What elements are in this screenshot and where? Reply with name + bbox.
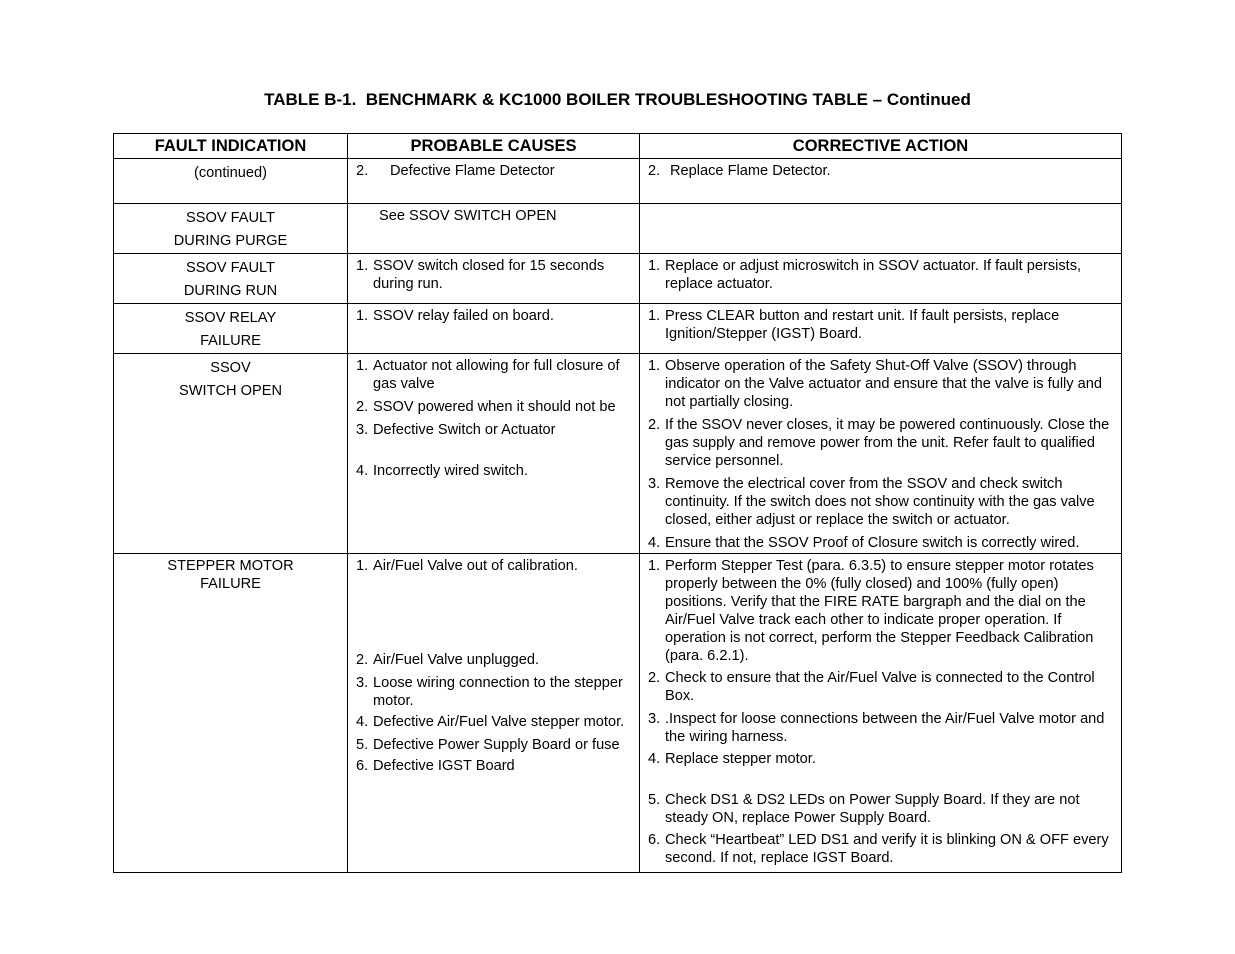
action-item xyxy=(648,162,1121,180)
fault-indication-cell xyxy=(114,554,348,873)
table-row xyxy=(114,554,1122,873)
cause-text: Incorrectly wired switch. xyxy=(373,463,528,479)
cause-number: 3. xyxy=(356,675,369,691)
cause-text: Defective IGST Board xyxy=(373,758,515,774)
cause-item xyxy=(356,307,639,325)
cause-number: 2. xyxy=(356,399,369,415)
table-header-row xyxy=(114,134,1122,159)
table-title: TABLE B-1. BENCHMARK & KC1000 BOILER TROUBLESHOOTING TABLE – Continued xyxy=(264,90,971,109)
table-row xyxy=(114,254,1122,304)
fault-indication-cell xyxy=(114,159,348,204)
cause-item xyxy=(356,462,639,480)
cause-text: SSOV powered when it should not be xyxy=(373,399,616,415)
action-text: Perform Stepper Test (para. 6.3.5) to ensure stepper motor rotates properly between the 0% (fully closed) and 100% (fully open) positions. Verify that the FIRE RATE bargraph and the dial on the Air/Fuel Valve track each other to indicate proper operation. If operation is not correct, perform the Stepper Feedback Calibration (para. 6.2.1). xyxy=(665,558,1094,664)
cause-number: 2. xyxy=(356,163,369,179)
header-corrective-action: CORRECTIVE ACTION xyxy=(640,134,1122,159)
cause-number: 3. xyxy=(356,422,369,438)
cause-item xyxy=(356,651,639,669)
table-row xyxy=(114,159,1122,204)
corrective-action-cell xyxy=(640,304,1122,354)
cause-item xyxy=(356,421,639,439)
action-number: 2. xyxy=(648,417,661,433)
corrective-action-cell xyxy=(640,159,1122,204)
action-number: 2. xyxy=(648,163,661,179)
table-row xyxy=(114,304,1122,354)
action-item xyxy=(648,791,1121,827)
action-number: 4. xyxy=(648,751,661,767)
action-item xyxy=(648,750,1121,768)
cause-number: 4. xyxy=(356,463,369,479)
cause-item xyxy=(356,357,639,393)
cause-text: Defective Power Supply Board or fuse xyxy=(373,737,620,753)
fault-line: (continued) xyxy=(193,165,267,181)
cause-item xyxy=(379,207,639,225)
fault-line: DURING PURGE xyxy=(173,233,288,249)
cause-number: 1. xyxy=(356,558,369,574)
table-row xyxy=(114,354,1122,554)
action-item xyxy=(648,257,1121,293)
action-text: Check DS1 & DS2 LEDs on Power Supply Board. If they are not steady ON, replace Power Supply Board. xyxy=(665,792,1080,826)
action-item xyxy=(648,357,1121,411)
action-text: Remove the electrical cover from the SSOV and check switch continuity. If the switch does not show continuity with the gas valve closed, either adjust or replace the switch or actuator. xyxy=(665,476,1095,528)
action-number: 2. xyxy=(648,670,661,686)
fault-line: DURING RUN xyxy=(183,283,278,299)
action-text: Press CLEAR button and restart unit. If fault persists, replace Ignition/Stepper (IGST) Board. xyxy=(665,308,1060,342)
action-item xyxy=(648,831,1121,867)
action-number: 5. xyxy=(648,792,661,808)
troubleshooting-table xyxy=(113,133,1122,873)
cause-text: Defective Flame Detector xyxy=(390,163,555,179)
action-number: 4. xyxy=(648,535,661,551)
cause-item xyxy=(356,757,639,775)
cause-text: Air/Fuel Valve out of calibration. xyxy=(373,558,578,574)
corrective-action-cell xyxy=(640,254,1122,304)
cause-text: Actuator not allowing for full closure of gas valve xyxy=(373,358,620,392)
cause-text: Loose wiring connection to the stepper motor. xyxy=(373,675,623,709)
action-text: Replace or adjust microswitch in SSOV actuator. If fault persists, replace actuator. xyxy=(665,258,1082,292)
cause-number: 1. xyxy=(356,308,369,324)
fault-line: FAILURE xyxy=(200,333,261,349)
action-item xyxy=(648,416,1121,470)
action-number: 1. xyxy=(648,558,661,574)
action-number: 3. xyxy=(648,711,661,727)
cause-item xyxy=(356,674,639,710)
cause-item xyxy=(356,736,639,754)
action-text: Observe operation of the Safety Shut-Off Valve (SSOV) through indicator on the Valve actuator and ensure that the valve is fully and not partially closing. xyxy=(665,358,1102,410)
cause-item xyxy=(356,713,639,731)
cause-text: See SSOV SWITCH OPEN xyxy=(379,208,557,224)
action-text: Ensure that the SSOV Proof of Closure switch is correctly wired. xyxy=(665,535,1080,551)
probable-causes-cell xyxy=(348,354,640,554)
corrective-action-cell xyxy=(640,354,1122,554)
header-fault-indication: FAULT INDICATION xyxy=(114,134,348,159)
action-item xyxy=(648,669,1121,705)
probable-causes-cell xyxy=(348,554,640,873)
cause-text: Air/Fuel Valve unplugged. xyxy=(373,652,540,668)
action-text: If the SSOV never closes, it may be powered continuously. Close the gas supply and remove power from the unit. Refer fault to qualified service personnel. xyxy=(665,417,1110,469)
action-number: 1. xyxy=(648,358,661,374)
cause-number: 6. xyxy=(356,758,369,774)
fault-line: SWITCH OPEN xyxy=(179,383,282,399)
action-item xyxy=(648,475,1121,529)
action-item xyxy=(648,307,1121,343)
action-number: 6. xyxy=(648,832,661,848)
cause-number: 5. xyxy=(356,737,369,753)
cause-number: 1. xyxy=(356,258,369,274)
cause-number: 1. xyxy=(356,358,369,374)
action-text: Replace Flame Detector. xyxy=(670,163,831,179)
action-item xyxy=(648,557,1121,665)
header-probable-causes: PROBABLE CAUSES xyxy=(348,134,640,159)
fault-indication-cell xyxy=(114,354,348,554)
fault-line: SSOV FAULT xyxy=(186,210,275,226)
action-number: 3. xyxy=(648,476,661,492)
probable-causes-cell xyxy=(348,159,640,204)
table-body xyxy=(114,159,1122,873)
cause-number: 4. xyxy=(356,714,369,730)
corrective-action-cell xyxy=(640,554,1122,873)
cause-text: SSOV switch closed for 15 seconds during run. xyxy=(373,258,605,292)
action-item xyxy=(648,710,1121,746)
fault-indication-cell xyxy=(114,254,348,304)
fault-line: SSOV FAULT xyxy=(186,260,275,276)
fault-line: STEPPER MOTOR xyxy=(167,558,294,574)
cause-text: Defective Switch or Actuator xyxy=(373,422,556,438)
action-text: .Inspect for loose connections between the Air/Fuel Valve motor and the wiring harness. xyxy=(665,711,1105,745)
fault-line: SSOV xyxy=(210,360,251,376)
action-text: Check “Heartbeat” LED DS1 and verify it is blinking ON & OFF every second. If not, replace IGST Board. xyxy=(665,832,1109,866)
cause-item xyxy=(356,162,639,180)
probable-causes-cell xyxy=(348,204,640,254)
action-number: 1. xyxy=(648,258,661,274)
cause-number: 2. xyxy=(356,652,369,668)
cause-item xyxy=(356,557,639,575)
fault-indication-cell xyxy=(114,204,348,254)
fault-line: SSOV RELAY xyxy=(184,310,277,326)
action-text: Check to ensure that the Air/Fuel Valve is connected to the Control Box. xyxy=(665,670,1095,704)
corrective-action-cell xyxy=(640,204,1122,254)
probable-causes-cell xyxy=(348,304,640,354)
fault-line: FAILURE xyxy=(200,576,261,592)
cause-item xyxy=(356,398,639,416)
cause-item xyxy=(356,257,639,293)
action-number: 1. xyxy=(648,308,661,324)
cause-text: SSOV relay failed on board. xyxy=(373,308,554,324)
table-row xyxy=(114,204,1122,254)
probable-causes-cell xyxy=(348,254,640,304)
fault-indication-cell xyxy=(114,304,348,354)
action-item xyxy=(648,534,1121,552)
cause-text: Defective Air/Fuel Valve stepper motor. xyxy=(373,714,625,730)
action-text: Replace stepper motor. xyxy=(665,751,816,767)
